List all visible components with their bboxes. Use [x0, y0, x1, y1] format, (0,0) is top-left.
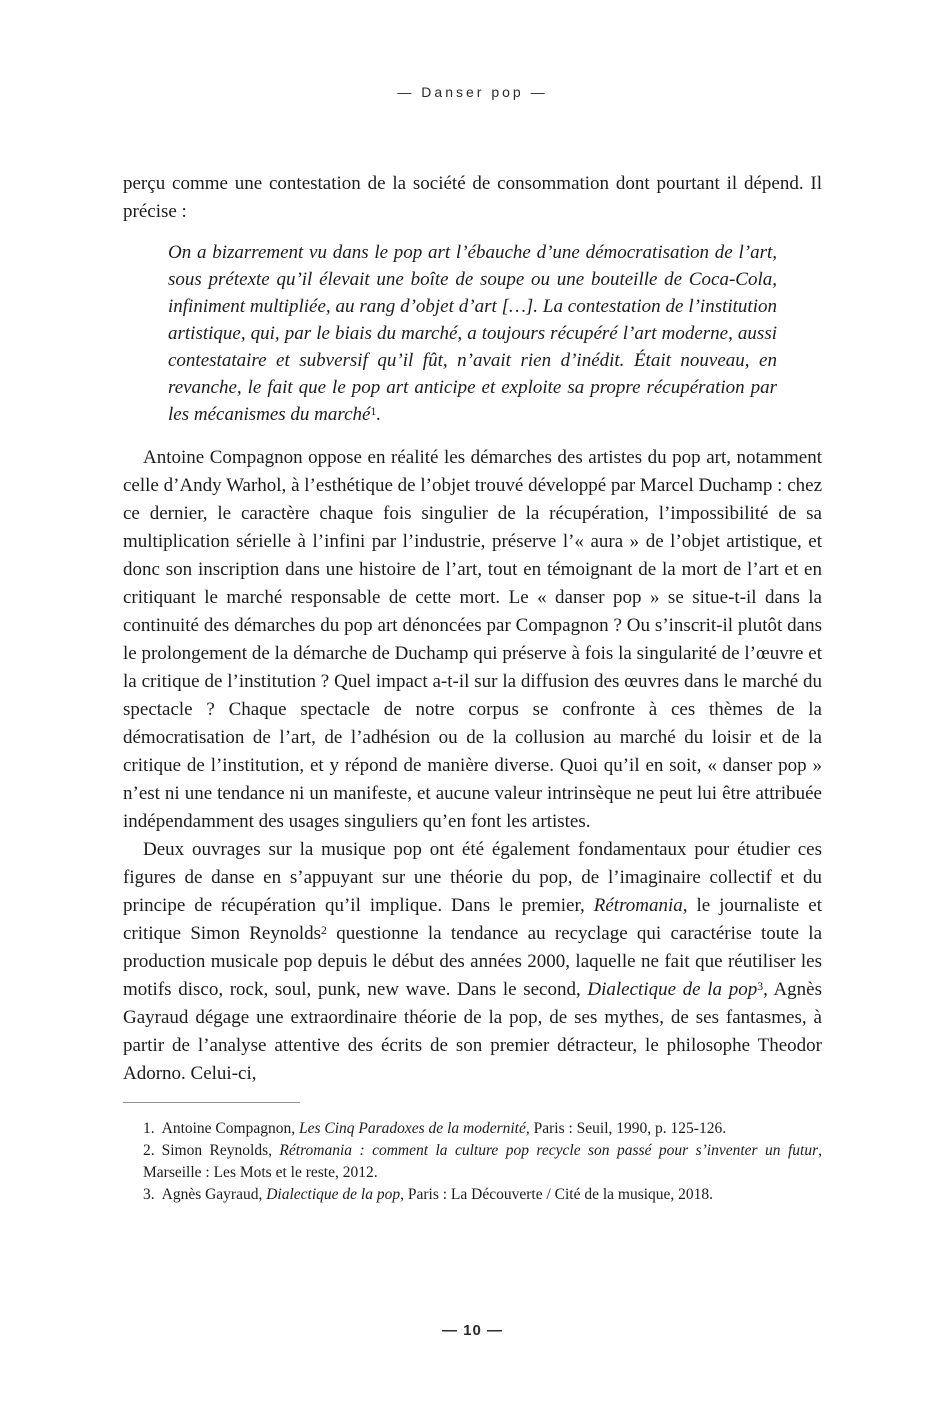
- paragraph-compagnon: Antoine Compagnon oppose en réalité les démarches des artistes du pop art, notamment celle d’Andy Warhol, à l’esthétique de l’objet trouvé développé par Marcel Duchamp : chez ce dernier, le caractère chaque fois singulier de la récupération, l’impossibilité de sa multiplication sérielle à l’infini par l’industrie, préserve l’« aura » de l’objet artistique, et donc son inscription dans une histoire de l’art, tout en témoignant de la mort de l’art et en critiquant le marché responsable de cette mort. Le « danser pop » se situe-t-il dans la continuité des démarches du pop art dénoncées par Compagnon ? Ou s’inscrit-il plutôt dans le prolongement de la démarche de Duchamp qui préserve à fois la singularité de l’œuvre et la critique de l’institution ? Quel impact a-t-il sur la diffusion des œuvres dans le marché du spectacle ? Chaque spectacle de notre corpus se confronte à ces thèmes de la démocratisation de l’art, de l’adhésion ou de la collusion au marché du loisir et de la critique de l’institution, et y répond de manière diverse. Quoi qu’il en soit, « danser pop » n’est ni une tendance ni un manifeste, et aucune valeur intrinsèque ne peut lui être attribuée indépendamment des usages singuliers qu’en font les artistes.: [123, 447, 822, 832]
- footnote-book-title: Rétromania : comment la culture pop recycle son passé pour s’inventer un futur: [279, 1142, 819, 1159]
- paragraph-deux-ouvrages: [123, 836, 822, 1088]
- footnote-text: , Paris : Seuil, 1990, p. 125-126.: [525, 1120, 727, 1137]
- footnote-number: 1.: [143, 1120, 155, 1137]
- footnote-text: Agnès Gayraud,: [161, 1186, 267, 1203]
- footnote-number: 3.: [143, 1186, 155, 1203]
- book-title-dialectique: Dialectique de la pop: [587, 979, 758, 1000]
- footnote-separator-rule: [123, 1102, 300, 1103]
- paragraph-text: , Agnès Gayraud dégage une extraordinaire théorie de la pop, de ses mythes, de ses fantasmes, à partir de l’analyse attentive des écrits de son premier détracteur, le philosophe Theodor Adorno. Celui-ci,: [123, 979, 822, 1084]
- footnote-book-title: Les Cinq Paradoxes de la modernité: [298, 1120, 526, 1137]
- paragraph-intro: perçu comme une contestation de la société de consommation dont pourtant il dépend. Il précise :: [123, 173, 822, 222]
- book-title-retromania: Rétromania: [593, 895, 683, 916]
- footnote-2: [143, 1140, 822, 1184]
- footnote-text: Simon Reynolds,: [161, 1142, 280, 1159]
- running-header: — Danser pop —: [397, 84, 548, 100]
- footnote-list: [143, 1118, 822, 1206]
- paragraph-text: , le journaliste et critique Simon Reynolds: [123, 895, 822, 944]
- block-quote: [168, 239, 777, 428]
- footnote-number: 2.: [143, 1142, 155, 1159]
- paragraph-text: questionne la tendance au recyclage qui caractérise toute la production musicale pop depuis le début des années 2000, laquelle ne fait que réutiliser les motifs disco, rock, soul, punk, new wave. Dans le second,: [123, 923, 822, 1000]
- footnote-ref-3: 3: [757, 979, 764, 993]
- footnote-3: [143, 1184, 822, 1206]
- footnote-ref-2: 2: [321, 923, 327, 937]
- footnote-text: , Paris : La Découverte / Cité de la musique, 2018.: [400, 1186, 714, 1203]
- footnote-book-title: Dialectique de la pop: [266, 1186, 401, 1203]
- page-number: — 10 —: [441, 1322, 504, 1339]
- footnote-1: [143, 1118, 822, 1140]
- footnotes-section: [123, 1102, 822, 1206]
- footnote-text: , Marseille : Les Mots et le reste, 2012.: [143, 1142, 822, 1181]
- footnote-text: Antoine Compagnon,: [161, 1120, 299, 1137]
- footnote-ref-1: 1: [370, 404, 377, 418]
- quote-end-punctuation: .: [376, 404, 382, 425]
- paragraph-text: Deux ouvrages sur la musique pop ont été également fondamentaux pour étudier ces figures de danse en s’appuyant sur une théorie du pop, de l’imaginaire collectif et du principe de récupération qu’il implique. Dans le premier,: [123, 839, 822, 916]
- quote-text: On a bizarrement vu dans le pop art l’ébauche d’une démocratisation de l’art, sous prétexte qu’il élevait une boîte de soupe ou une bouteille de Coca-Cola, infiniment multipliée, au rang d’objet d’art […]. La contestation de l’institution artistique, qui, par le biais du marché, a toujours récupéré l’art moderne, aussi contestataire et subversif qu’il fût, n’avait rien d’inédit. Était nouveau, en revanche, le fait que le pop art anticipe et exploite sa propre récupération par les mécanismes du marché: [168, 242, 777, 425]
